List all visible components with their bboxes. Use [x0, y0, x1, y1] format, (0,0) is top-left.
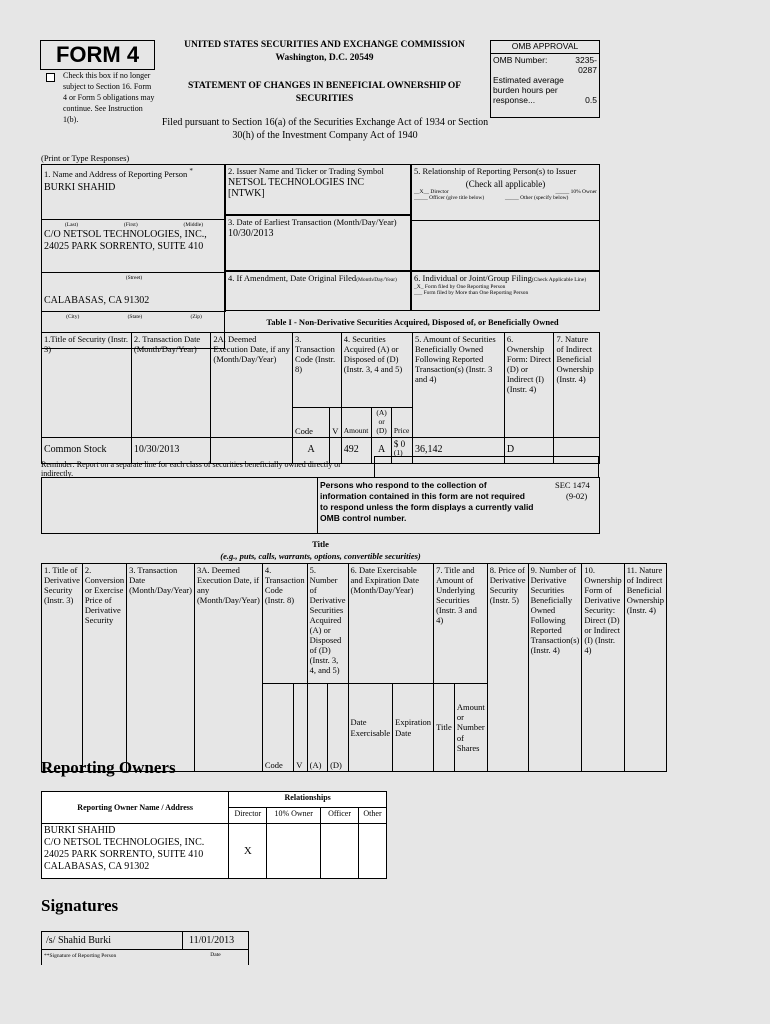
agency-location: Washington, D.C. 20549	[275, 53, 374, 63]
owner-name-column: Reporting Owner Name / Address	[42, 792, 229, 824]
blank-box	[41, 477, 317, 534]
t1-col-amount-owned: 5. Amount of Securities Beneficially Owned Following Reported Transaction(s) (Instr. 3 and 4)	[412, 333, 504, 438]
t2-col-code: 4. Transaction Code (Instr. 8)	[262, 564, 307, 684]
t1-col-securities: 4. Securities Acquired (A) or Disposed of (D) (Instr. 3, 4 and 5)	[341, 333, 412, 408]
t2-col-price: 8. Price of Derivative Security (Instr. 5)	[487, 564, 528, 772]
table1	[41, 332, 600, 464]
first-label: (First)	[123, 222, 138, 228]
amendment-label: 4. If Amendment, Date Original Filed	[228, 273, 357, 283]
t2-subcol-v: V	[294, 684, 307, 772]
earliest-transaction-date: 10/30/2013	[228, 227, 274, 239]
other-header: Other	[359, 808, 387, 824]
burden-value: 0.5	[585, 94, 597, 105]
sec-code: SEC 1474	[555, 480, 590, 490]
group-filing-label: 6. Individual or Joint/Group Filing	[414, 273, 532, 283]
star-note: *	[189, 167, 193, 175]
one-person-option: _X_ Form filed by One Reporting Person	[414, 283, 506, 290]
reporting-owners-table	[41, 791, 387, 879]
t1-row-owned: 36,142	[412, 437, 504, 463]
footnote-link[interactable]: (1)	[393, 448, 403, 458]
relationship-label: 5. Relationship of Reporting Person(s) to Issuer	[414, 166, 577, 176]
relationship-check: (Check all applicable)	[465, 178, 546, 189]
table2	[41, 563, 667, 772]
top-grid	[41, 164, 600, 349]
t2-col-nature: 11. Nature of Indirect Beneficial Ownership (Instr. 4)	[624, 564, 666, 772]
owner-address-line3: CALABASAS, CA 91302	[44, 861, 150, 872]
amendment-box	[225, 271, 411, 311]
t2-subcol-a: (A)	[307, 684, 327, 772]
t2-subcol-amount: Amount or Number of Shares	[454, 684, 487, 772]
omb-approval-box	[490, 40, 600, 118]
earliest-transaction-box	[225, 215, 411, 271]
table1-title: Table I - Non-Derivative Securities Acquired, Disposed of, or Beneficially Owned	[266, 317, 559, 327]
signature-date: 11/01/2013	[183, 932, 248, 950]
owner-address-line1: C/O NETSOL TECHNOLOGIES, INC.	[44, 837, 205, 848]
t2-subcol-d: (D)	[328, 684, 348, 772]
last-label: (Last)	[64, 222, 79, 228]
reporting-person-box	[41, 164, 225, 349]
relationship-box	[411, 164, 600, 271]
omb-number: 3235-0287	[575, 54, 597, 75]
reminder-box	[374, 456, 599, 478]
ten-percent-mark	[267, 824, 321, 879]
ten-percent-header: 10% Owner	[267, 808, 321, 824]
director-header: Director	[229, 808, 267, 824]
t1-col-code: 3. Transaction Code (Instr. 8)	[293, 333, 342, 408]
t1-row-price: $ 0	[393, 438, 406, 449]
t1-col-ownership-form: 6. Ownership Form: Direct (D) or Indirect (I) (Instr. 4)	[504, 333, 554, 438]
signature-label: **Signature of Reporting Person	[44, 953, 117, 959]
table2-title: Title	[312, 539, 329, 549]
signatures-heading: Signatures	[41, 896, 119, 915]
table-row	[42, 824, 387, 879]
street-label: (Street)	[42, 272, 226, 281]
signature-name: /s/ Shahid Burki	[42, 932, 183, 950]
t1-col-date: 2. Transaction Date (Month/Day/Year)	[131, 333, 211, 438]
t2-col-owned: 9. Number of Derivative Securities Beneficially Owned Following Reported Transaction(s) (Instr. 4)	[528, 564, 582, 772]
owner-name: BURKI SHAHID	[44, 825, 116, 836]
group-filing-box	[411, 271, 600, 311]
multiple-person-option: ___ Form filed by More than One Reporting Person	[414, 290, 529, 297]
t1-subcol-price: Price	[391, 408, 412, 438]
owner-option: _____ 10% Owner	[555, 189, 597, 196]
t2-subcol-date-exercisable: Date Exercisable	[348, 684, 393, 772]
t1-row-form: D	[504, 437, 554, 463]
t2-col-deemed: 3A. Deemed Execution Date, if any (Month/Day/Year)	[194, 564, 262, 772]
middle-label: (Middle)	[183, 222, 204, 228]
issuer-ticker: [NTWK]	[228, 188, 265, 200]
t2-col-number: 5. Number of Derivative Securities Acquired (A) or Disposed of (D) (Instr. 3, 4, and 5)	[307, 564, 348, 684]
issuer-box	[225, 164, 411, 215]
director-mark: X	[229, 824, 267, 879]
agency-name: UNITED STATES SECURITIES AND EXCHANGE COMMISSION	[184, 40, 465, 50]
form-title: FORM 4	[40, 40, 155, 70]
t2-col-exercisable: 6. Date Exercisable and Expiration Date (Month/Day/Year)	[348, 564, 434, 684]
officer-mark	[321, 824, 359, 879]
checkbox-text: Check this box if no longer subject to Section 16. Form 4 or Form 5 obligations may continue. See Instruction 1(b).	[63, 71, 155, 124]
state-label: (State)	[127, 314, 143, 320]
other-option: _____ Other (specify below)	[505, 195, 569, 202]
table2-subtitle: (e.g., puts, calls, warrants, options, convertible securities)	[220, 551, 421, 561]
owner-address-line2: 24025 PARK SORRENTO, SUITE 410	[44, 849, 204, 860]
filed-pursuant: Filed pursuant to Section 16(a) of the Securities Exchange Act of 1934 or Section 30(h) of the Investment Company Act of 1940	[161, 117, 489, 141]
issuer-label: 2. Issuer Name and Ticker or Trading Symbol	[228, 166, 384, 176]
sec-date: (9-02)	[566, 491, 588, 501]
t1-col-title: 1.Title of Security (Instr. 3)	[42, 333, 132, 438]
t1-col-deemed: 2A. Deemed Execution Date, if any (Month/Day/Year)	[211, 333, 293, 438]
statement-title: STATEMENT OF CHANGES IN BENEFICIAL OWNERSHIP OF SECURITIES	[187, 81, 462, 104]
amendment-sub: (Month/Day/Year)	[356, 277, 397, 283]
signature-box	[41, 931, 183, 965]
t2-col-ownership-form: 10. Ownership Form of Derivative Security: Direct (D) or Indirect (I) (Instr. 4)	[582, 564, 624, 772]
other-mark	[359, 824, 387, 879]
t2-col-title: 1. Title of Derivative Security (Instr. 3)	[42, 564, 83, 772]
reporting-person-name: BURKI SHAHID	[44, 181, 116, 193]
city-label: (City)	[66, 314, 80, 320]
reporting-owners-heading: Reporting Owners	[41, 758, 176, 777]
no-longer-subject-checkbox[interactable]	[46, 73, 55, 82]
omb-title: OMB APPROVAL	[491, 41, 599, 54]
t1-row-date: 10/30/2013	[131, 437, 211, 463]
issuer-name: NETSOL TECHNOLOGIES INC	[228, 176, 365, 188]
t1-row-code: A	[293, 437, 330, 463]
t2-col-conversion: 2. Conversion or Exercise Price of Derivative Security	[82, 564, 126, 772]
omb-notice: Persons who respond to the collection of information contained in this form are not required to respond unless the form displays a currently valid OMB control number.	[317, 477, 600, 534]
owner-address-cell	[42, 824, 229, 879]
t1-row-ad: A	[372, 437, 392, 463]
relationships-header: Relationships	[229, 792, 387, 808]
officer-header: Officer	[321, 808, 359, 824]
zip-label: (Zip)	[190, 314, 202, 320]
earliest-transaction-label: 3. Date of Earliest Transaction (Month/Day/Year)	[228, 217, 397, 227]
director-option: __X__ Director	[414, 189, 449, 196]
t2-subcol-code: Code	[262, 684, 293, 772]
t2-subcol-expiration: Expiration Date	[393, 684, 434, 772]
t1-row-title: Common Stock	[42, 437, 132, 463]
reporting-person-city: CALABASAS, CA 91302	[44, 295, 150, 306]
t2-col-underlying: 7. Title and Amount of Underlying Securities (Instr. 3 and 4)	[434, 564, 488, 684]
print-note: (Print or Type Responses)	[41, 153, 130, 163]
burden-label: Estimated average burden hours per response...	[493, 74, 564, 105]
reporting-person-address: C/O NETSOL TECHNOLOGIES, INC., 24025 PARK SORRENTO, SUITE 410	[44, 229, 207, 252]
omb-number-label: OMB Number:	[493, 54, 548, 65]
t1-row-amount: 492	[341, 437, 372, 463]
t1-subcol-code: Code	[293, 408, 330, 438]
t1-subcol-aord: (A) or (D)	[372, 408, 392, 438]
officer-option: _____ Officer (give title below)	[414, 195, 485, 202]
t2-subcol-title: Title	[434, 684, 455, 772]
t1-col-nature: 7. Nature of Indirect Beneficial Ownership (Instr. 4)	[554, 333, 600, 438]
reporting-person-label: 1. Name and Address of Reporting Person	[44, 168, 188, 179]
date-box	[183, 931, 249, 965]
reminder-text: Reminder: Report on a separate line for each class of securities beneficially owned directly or indirectly.	[41, 460, 341, 479]
t1-subcol-v: V	[330, 408, 342, 438]
date-label: Date	[210, 952, 221, 958]
group-filing-check: (Check Applicable Line)	[531, 277, 587, 283]
t2-col-date: 3. Transaction Date (Month/Day/Year)	[127, 564, 195, 772]
t1-subcol-amount: Amount	[341, 408, 372, 438]
